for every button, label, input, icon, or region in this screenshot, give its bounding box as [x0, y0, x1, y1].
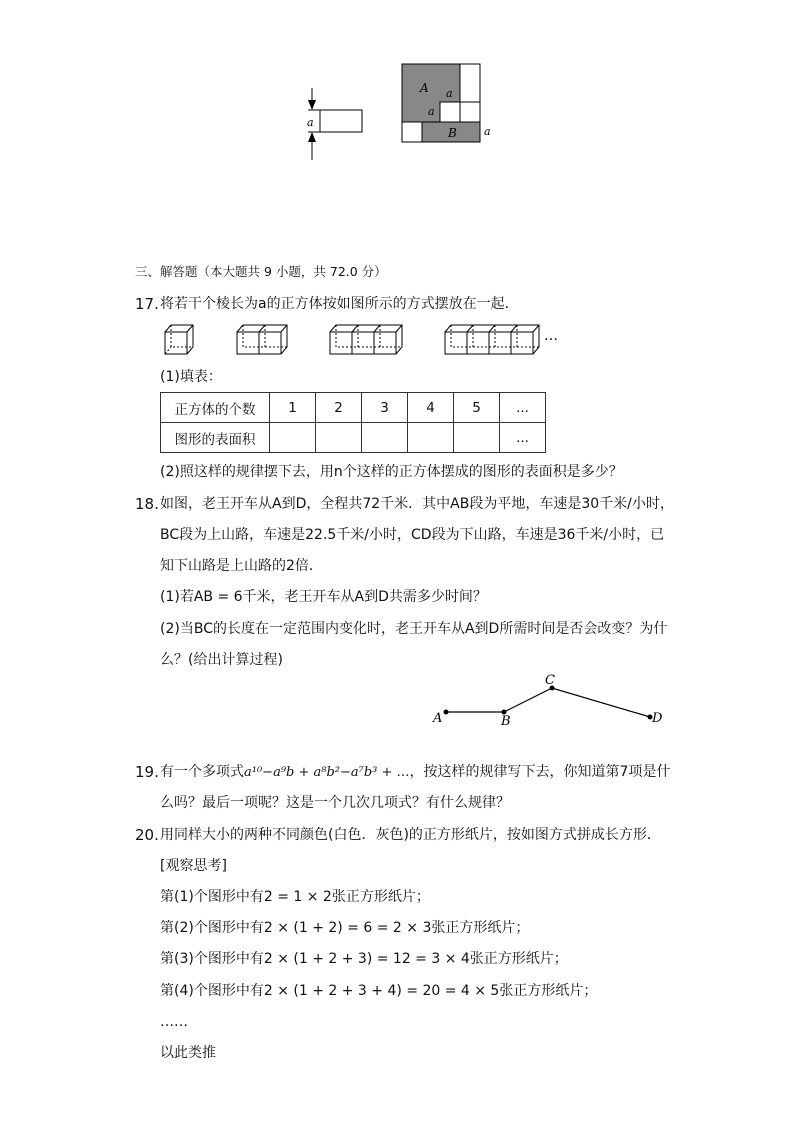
- table-cell: 5: [454, 393, 500, 423]
- q17-cubes-figure: [160, 320, 570, 360]
- table-header-cell: 图形的表面积: [161, 423, 270, 453]
- right-a-label: a: [484, 125, 491, 138]
- table-cell: [408, 423, 454, 453]
- label-B: B: [501, 714, 511, 729]
- q17-part2: (2)照这样的规律摆下去，用n个这样的正方体摆成的图形的表面积是多少？: [160, 464, 623, 480]
- q20-observe: [观察思考]: [160, 858, 227, 874]
- top-figure: [300, 60, 500, 165]
- small-rectangle-figure: [307, 88, 362, 160]
- table-row: [161, 393, 546, 423]
- region-B-label: B: [448, 126, 457, 140]
- table-cell: ...: [500, 393, 546, 423]
- q20-number: 20.: [135, 826, 159, 844]
- q20-line-4: 第(4)个图形中有2 × (1 + 2 + 3 + 4) = 20 = 4 × 5张正方形纸片；: [160, 983, 598, 999]
- q18-number: 18.: [135, 495, 159, 513]
- q17-text: 将若干个棱长为a的正方体按如图所示的方式摆放在一起．: [160, 296, 519, 312]
- q18-line1: 如图，老王开车从A到D，全程共72千米．其中AB段为平地，车速是30千米/小时，: [160, 496, 674, 512]
- q18-part1: (1)若AB = 6千米，老王开车从A到D共需多少时间？: [160, 589, 487, 605]
- q17-table: [160, 392, 546, 453]
- q20-line-2: 第(2)个图形中有2 × (1 + 2) = 6 = 2 × 3张正方形纸片；: [160, 920, 530, 936]
- table-cell: 4: [408, 393, 454, 423]
- q19-line2: 么吗？最后一项呢？这是一个几次几项式？有什么规律？: [160, 795, 510, 811]
- table-cell: 2: [316, 393, 362, 423]
- table-cell: ...: [500, 423, 546, 453]
- point-A: [444, 710, 449, 715]
- q19-prefix: 有一个多项式: [160, 764, 244, 780]
- label-D: D: [652, 711, 663, 726]
- label-A: A: [433, 711, 443, 726]
- q20-analogy: 以此类推: [160, 1045, 216, 1061]
- table-cell: 1: [270, 393, 316, 423]
- q18-part2b: 么？(给出计算过程): [160, 652, 283, 668]
- cubes-ellipsis: …: [544, 328, 558, 344]
- table-header-cell: 正方体的个数: [161, 393, 270, 423]
- composite-square-figure: [402, 64, 491, 142]
- table-row: [161, 423, 546, 453]
- cube-group-2: [237, 325, 287, 354]
- q19-line1: [160, 762, 670, 783]
- q20-line1: 用同样大小的两种不同颜色(白色．灰色)的正方形纸片，按如图方式拼成长方形．: [160, 827, 661, 843]
- q20-line-1: 第(1)个图形中有2 = 1 × 2张正方形纸片；: [160, 889, 430, 905]
- label-C: C: [545, 673, 555, 688]
- table-cell: [270, 423, 316, 453]
- inner-a-label-2: a: [428, 105, 435, 118]
- inner-a-label-1: a: [446, 87, 453, 100]
- q18-road-diagram: [428, 670, 668, 730]
- q18-line3: 知下山路是上山路的2倍．: [160, 558, 323, 574]
- table-cell: 3: [362, 393, 408, 423]
- small-rect-a-label: a: [307, 116, 314, 129]
- table-cell: [316, 423, 362, 453]
- q20-dots: ……: [160, 1014, 188, 1030]
- q20-line-3: 第(3)个图形中有2 × (1 + 2 + 3) = 12 = 3 × 4张正方形纸片；: [160, 951, 568, 967]
- q18-part2a: (2)当BC的长度在一定范围内变化时，老王开车从A到D所需时间是否会改变？为什: [160, 621, 668, 637]
- table-cell: [362, 423, 408, 453]
- cube-group-3: [330, 325, 402, 354]
- region-A-label: A: [420, 81, 429, 95]
- section-header: 三、解答题（本大题共 9 小题，共 72.0 分）: [135, 264, 387, 279]
- q17-part1: (1)填表：: [160, 369, 222, 385]
- table-cell: [454, 423, 500, 453]
- q19-polynomial: a¹⁰−a⁹b + a⁸b²−a⁷b³ + …: [244, 765, 410, 780]
- q19-number: 19.: [135, 763, 159, 781]
- q19-suffix: ，按这样的规律写下去，你知道第7项是什: [409, 764, 671, 780]
- q18-line2: BC段为上山路，车速是22.5千米/小时，CD段为下山路，车速是36千米/小时，已: [160, 527, 665, 543]
- q17-number: 17.: [135, 295, 159, 313]
- cube-group-1: [165, 325, 193, 354]
- cube-group-4: [445, 325, 539, 354]
